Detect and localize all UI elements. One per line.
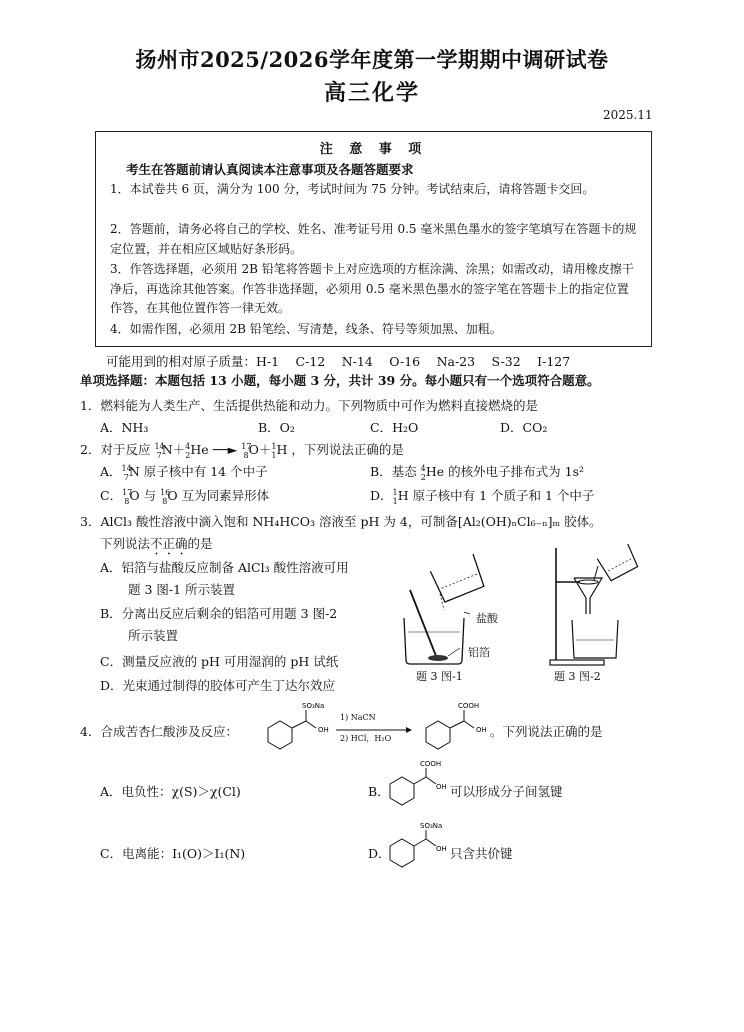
q2-stem-post: ，下列说法正确的是 — [291, 442, 404, 457]
q4-option-d-label: D． — [368, 846, 391, 861]
q2-stem-pre: 2．对于反应 — [80, 442, 151, 457]
pouring-beaker — [430, 554, 485, 603]
notice-heading: 注 意 事 项 — [319, 142, 428, 157]
fig2-caption: 题 3 图-2 — [554, 670, 601, 683]
q4-option-b-text: 可以形成分子间氢键 — [450, 784, 563, 799]
q3-stem2: 下列说法不正确的是 — [100, 536, 213, 551]
option-d-oh: OH — [436, 845, 447, 853]
option-b-structure — [384, 756, 450, 810]
aluminum-foil — [428, 655, 448, 661]
q1-option-a: A．NH₃ — [100, 420, 149, 435]
q1-option-d: D．CO₂ — [500, 420, 548, 435]
funnel — [574, 578, 602, 614]
q3-option-b-line2: 所示装置 — [128, 628, 179, 643]
q3-emphasis: 不正确 — [150, 536, 188, 551]
q1-option-b: B．O₂ — [258, 420, 295, 435]
label-oh-reactant: OH — [318, 726, 329, 734]
label-oh-product: OH — [476, 726, 487, 734]
q2-option-b: B．基态 $^4_2$He 的核外电子排布式为 1s² — [370, 463, 584, 482]
reactant-structure — [252, 696, 344, 758]
notice-item-2: 2．答题前，请务必将自己的学校、姓名、准考证号用 0.5 毫米黑色墨水的签字笔填写在答题卡的规定位置，并在相应区域贴好条形码。 — [110, 222, 637, 256]
q1-option-c: C．H₂O — [370, 420, 419, 435]
exam-date: 2025.11 — [603, 108, 653, 122]
q2-stem — [80, 440, 404, 460]
q3-option-c: C．测量反应液的 pH 可用湿润的 pH 试纸 — [100, 654, 339, 669]
q2-option-d: D．$^1_1$H 原子核中有 1 个质子和 1 个中子 — [370, 487, 595, 506]
q4-stem-pre: 4．合成苦杏仁酸涉及反应： — [80, 724, 238, 739]
q3-stem: 3．AlCl₃ 酸性溶液中滴入饱和 NH₄HCO₃ 溶液至 pH 为 4，可制备[Al₂(OH)ₙCl₆₋ₙ]ₘ 胶体。 — [80, 514, 602, 529]
q2-equation: $^{14}_7$N＋$^4_2$He ──► $^{17}_8$O＋$^1_1$H — [154, 441, 288, 460]
option-d-structure — [384, 818, 450, 872]
q4-option-b-label: B． — [368, 784, 390, 799]
fig1-caption: 题 3 图-1 — [416, 670, 463, 683]
pouring-beaker-2 — [597, 544, 639, 582]
q1-stem: 1．燃料能为人类生产、生活提供热能和动力。下列物质中可作为燃料直接燃烧的是 — [80, 398, 538, 413]
option-b-cooh: COOH — [420, 760, 442, 768]
notice-item-4: 4．如需作图，必须用 2B 铅笔绘、写清楚，线条、符号等须加黑、加粗。 — [110, 322, 502, 336]
q4-option-a: A．电负性：χ(S)＞χ(Cl) — [100, 784, 241, 799]
atomic-masses: 可能用到的相对原子质量：H-1 C-12 N-14 O-16 Na-23 S-32 I-127 — [106, 354, 571, 369]
notice-box — [95, 131, 652, 347]
notice-item-3: 3．作答选择题，必须用 2B 铅笔将答题卡上对应选项的方框涂满、涂黑；如需改动，请用橡皮擦干净后，再选涂其他答案。作答非选择题，必须用 0.5 毫米黑色墨水的签字笔在答题卡上的指定位置作答，在其他位置作答一律无效。 — [110, 262, 634, 315]
exam-subject: 高三化学 — [323, 80, 420, 106]
q4-option-c: C．电离能：I₁(O)＞I₁(N) — [100, 846, 246, 861]
q3-option-b-line1: B．分离出反应后剩余的铝箔可用题 3 图-2 — [100, 606, 338, 621]
condition-2: 2) HCl，H₂O — [340, 734, 392, 743]
q4-option-d-text: 只含共价键 — [450, 846, 513, 861]
fig1-label-foil: 铝箔 — [468, 646, 490, 659]
q2-option-c: C．$^{17}_8$O 与 $^{16}_8$O 互为同素异形体 — [100, 487, 270, 506]
condition-1: 1) NaCN — [340, 713, 376, 722]
notice-subheading: 考生在答题前请认真阅读本注意事项及各题答题要求 — [126, 162, 414, 177]
fig1-label-acid: 盐酸 — [476, 612, 498, 625]
q3-option-a-line2: 题 3 图-1 所示装置 — [128, 582, 236, 597]
q2-option-a: A．$^{14}_7$N 原子核中有 14 个中子 — [100, 463, 268, 482]
option-b-oh: OH — [436, 783, 447, 791]
q3-option-d: D．光束通过制得的胶体可产生丁达尔效应 — [100, 678, 336, 693]
figure-3-2 — [544, 544, 650, 668]
figure-3-1 — [398, 548, 508, 666]
option-d-so3na: SO₃Na — [420, 822, 443, 830]
glass-rod — [410, 590, 436, 656]
q4-stem-post: 。下列说法正确的是 — [490, 724, 603, 739]
section-heading: 单项选择题：本题包括 13 小题，每小题 3 分，共计 39 分。每小题只有一个选项符合题意。 — [80, 373, 600, 388]
q3-option-a-line1: A．铝箔与盐酸反应制备 AlCl₃ 酸性溶液可用 — [100, 560, 349, 575]
receiving-beaker — [572, 620, 618, 658]
label-so3na: SO₃Na — [302, 702, 325, 710]
exam-title: 扬州市2025/2026学年度第一学期期中调研试卷 — [135, 47, 609, 72]
notice-item-1: 1．本试卷共 6 页，满分为 100 分，考试时间为 75 分钟。考试结束后，请将答题卡交回。 — [110, 182, 595, 196]
label-cooh: COOH — [458, 702, 480, 710]
product-structure — [414, 696, 490, 758]
